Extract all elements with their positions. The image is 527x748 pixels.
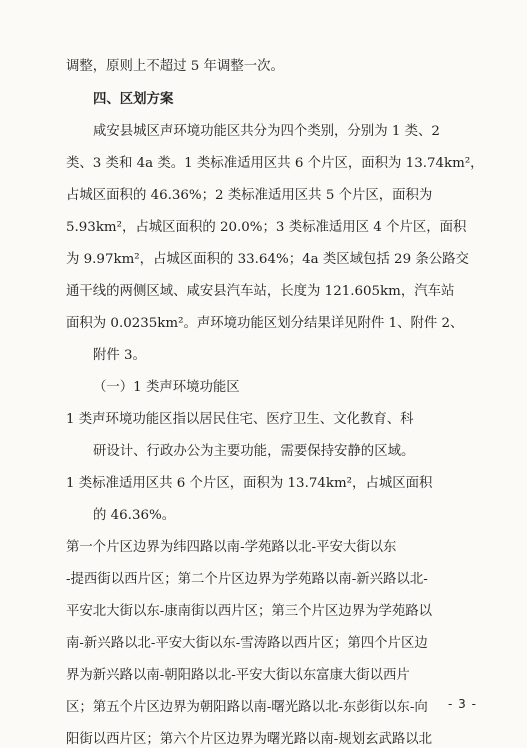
text-line-6: 5.93km²，占城区面积的 20.0%；3 类标准适用区 4 个片区，面积 [66,220,467,235]
text-line-16: 第一个片区边界为纬四路以南-学苑路以北-平安大街以东 [66,540,397,555]
text-line-21: 区；第五个片区边界为朝阳路以南-曙光路以北-东彭街以东-向 [66,700,428,715]
text-line-15: 的 46.36%。 [93,508,176,523]
text-line-22: 阳街以西片区；第六个片区边界为曙光路以南-规划玄武路以北 [66,732,433,747]
text-line-14: 1 类标准适用区共 6 个片区，面积为 13.74km²，占城区面积 [66,476,433,491]
text-line-5: 占城区面积的 46.36%；2 类标准适用区共 5 个片区，面积为 [66,188,433,203]
text-line-10: 附件 3。 [93,348,146,363]
text-line-1: 调整，原则上不超过 5 年调整一次。 [66,59,284,74]
text-line-13: 研设计、行政办公为主要功能，需要保持安静的区域。 [93,444,415,459]
text-line-9: 面积为 0.0235km²。声环境功能区划分结果详见附件 1、附件 2、 [66,316,464,331]
subsection-heading: （一）1 类声环境功能区 [93,380,240,395]
text-line-18: 平安北大街以东-康南街以西片区；第三个片区边界为学苑路以 [66,604,433,619]
text-line-19: 南-新兴路以北-平安大街以东-雪涛路以西片区；第四个片区边 [66,636,428,651]
text-line-8: 通干线的两侧区域、咸安县汽车站，长度为 121.605km，汽车站 [66,284,455,299]
text-line-7: 为 9.97km²，占城区面积的 33.64%；4a 类区域包括 29 条公路交 [66,252,469,267]
text-line-12: 1 类声环境功能区指以居民住宅、医疗卫生、文化教育、科 [66,412,414,427]
page-number: - 3 - [448,697,477,711]
section-heading: 四、区划方案 [93,92,174,107]
text-line-17: -提西街以西片区；第二个片区边界为学苑路以南-新兴路以北- [66,572,428,587]
text-line-20: 界为新兴路以南-朝阳路以北-平安大街以东富康大街以西片 [66,668,410,683]
text-line-4: 类、3 类和 4a 类。1 类标准适用区共 6 个片区，面积为 13.74km²， [66,156,484,171]
text-line-3: 咸安县城区声环境功能区共分为四个类别，分别为 1 类、2 [93,124,440,139]
